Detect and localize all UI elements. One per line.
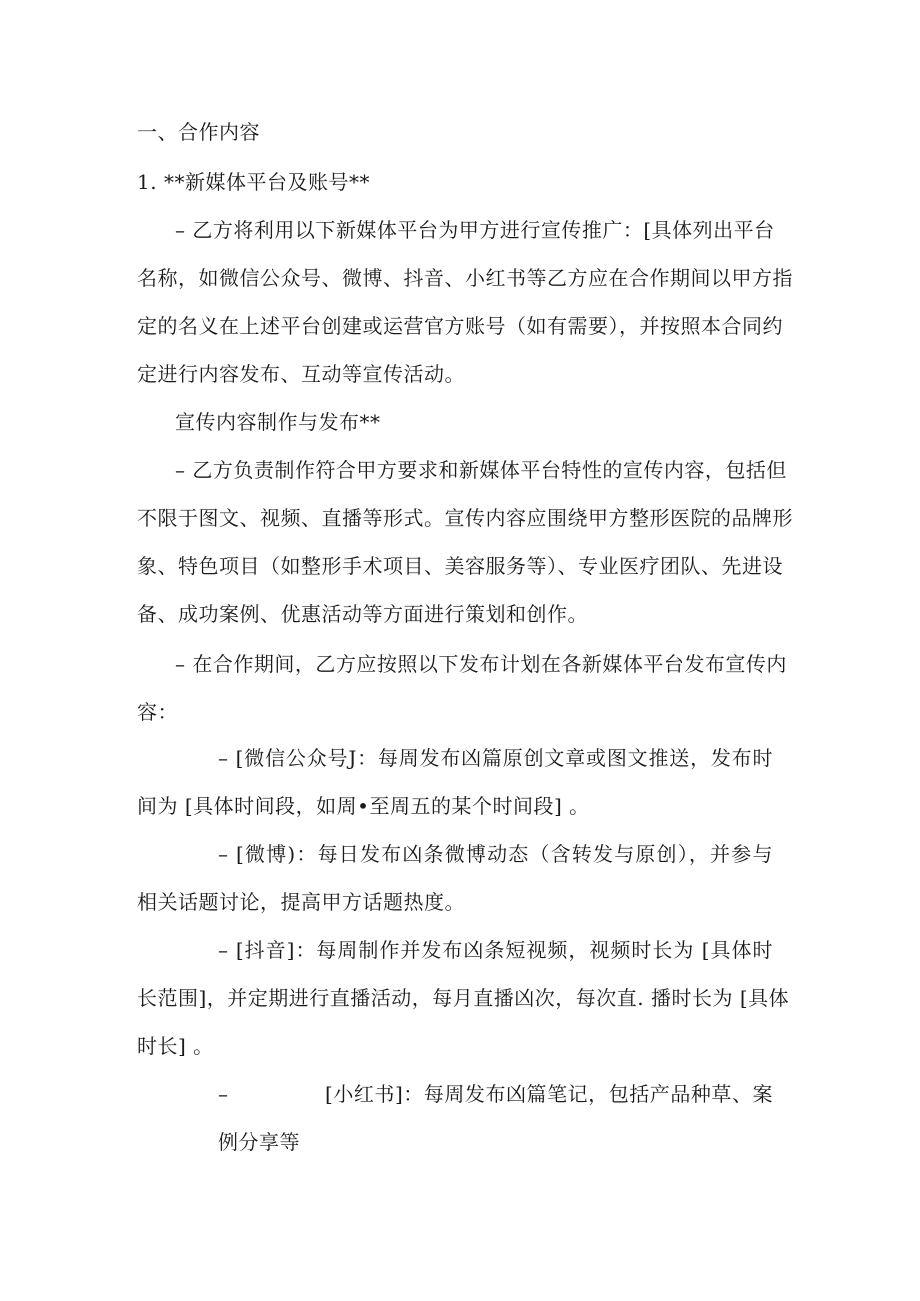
wechat-line2: 间为 [具体时间段，如周•至周五的某个时间段] 。 — [137, 794, 590, 818]
para3-line2: 容： — [137, 700, 178, 724]
para2-line4: 备、成功案例、优惠活动等方面进行策划和创作。 — [137, 602, 588, 626]
weibo-line2: 相关话题讨论，提高甲方话题热度。 — [137, 890, 465, 914]
weibo-line1: – [微博)：每日发布凶条微博动态（含转发与原创），并参与 — [218, 842, 773, 866]
section-heading: 一、合作内容 — [137, 120, 260, 144]
para2-line1: – 乙方负责制作符合甲方要求和新媒体平台特性的宣传内容，包括但 — [175, 458, 787, 482]
xiaohongshu-dash: – — [218, 1082, 229, 1106]
para3-line1: – 在合作期间，乙方应按照以下发布计划在各新媒体平台发布宣传内 — [175, 652, 787, 676]
douyin-line1: – [抖音]：每周制作并发布凶条短视频，视频时长为 [具体时 — [218, 938, 773, 962]
xiaohongshu-line2: 例分享等 — [218, 1130, 300, 1154]
wechat-line1: – [微信公众号J：每周发布凶篇原创文章或图文推送，发布时 — [218, 746, 773, 770]
item2-heading: 宣传内容制作与发布** — [175, 410, 381, 434]
douyin-line3: 时长] 。 — [137, 1034, 214, 1058]
douyin-line2: 长范围]，并定期进行直播活动，每月直播凶次，每次直. 播时长为 [具体 — [137, 986, 790, 1010]
para2-line3: 象、特色项目（如整形手术项目、美容服务等）、专业医疗团队、先进设 — [137, 554, 783, 578]
xiaohongshu-line1: [小红书]：每周发布凶篇笔记，包括产品种草、案 — [325, 1082, 773, 1106]
para1-line1: – 乙方将利用以下新媒体平台为甲方进行宣传推广：[具体列出平台 — [175, 218, 775, 242]
para2-line2: 不限于图文、视频、直播等形式。宣传内容应围绕甲方整形医院的品牌形 — [137, 506, 793, 530]
para1-line4: 定进行内容发布、互动等宣传活动。 — [137, 362, 465, 386]
para1-line2: 名称，如微信公众号、微博、抖音、小红书等乙方应在合作期间以甲方指 — [137, 266, 793, 290]
item1-heading: 1. **新媒体平台及账号** — [137, 170, 370, 194]
para1-line3: 定的名义在上述平台创建或运营官方账号（如有需要），并按照本合同约 — [137, 314, 783, 338]
